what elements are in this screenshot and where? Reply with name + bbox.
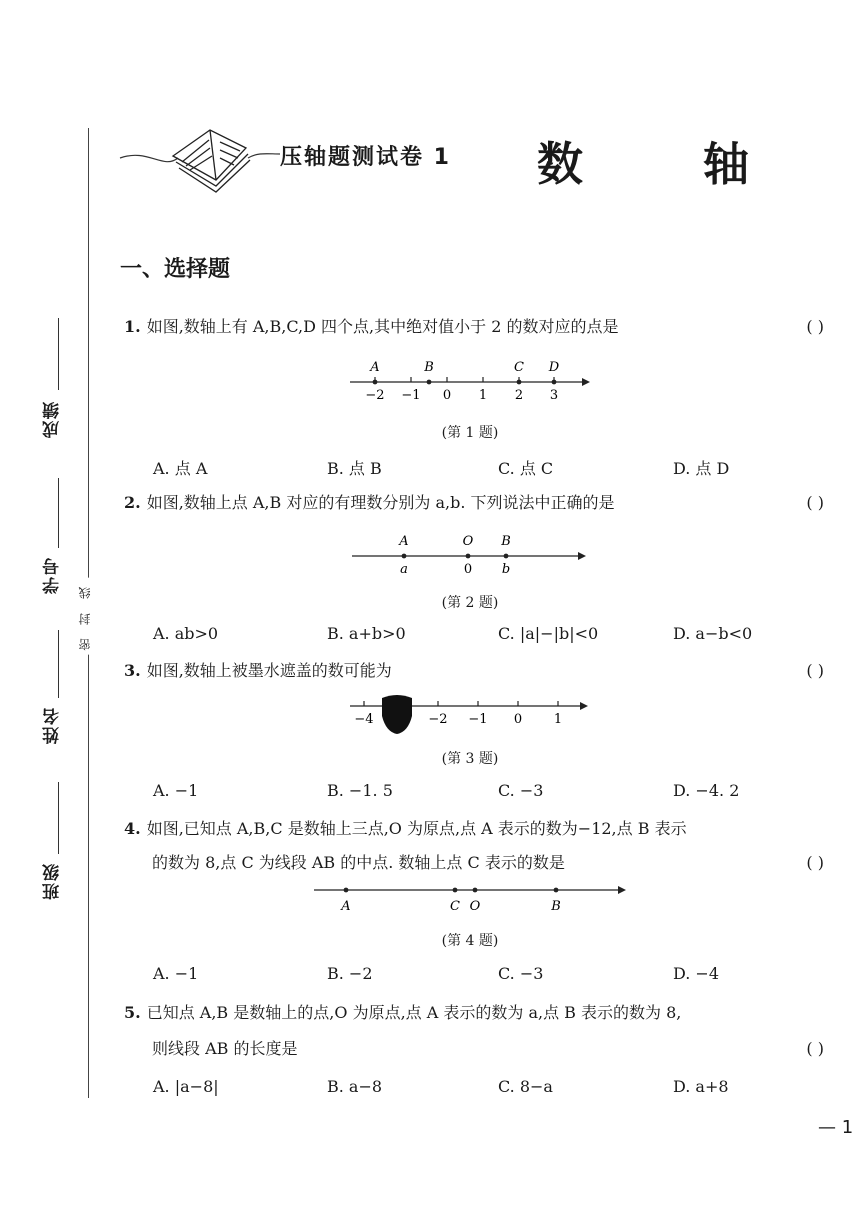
question-number: 5. (124, 1003, 141, 1022)
label-D: D (548, 360, 560, 375)
option-c[interactable]: C. −3 (498, 964, 544, 983)
question-5-line-2 (152, 1032, 824, 1066)
option-b[interactable]: B. −1. 5 (327, 781, 393, 800)
question-number: 3. (124, 661, 141, 680)
point-A (344, 888, 349, 893)
student-no-blank (58, 478, 59, 548)
option-d[interactable]: D. 点 D (673, 459, 730, 478)
point-C (517, 380, 522, 385)
point-O (466, 554, 471, 559)
question-2 (124, 486, 824, 520)
class-blank (58, 782, 59, 854)
option-c[interactable]: C. 点 C (498, 459, 554, 478)
question-text: 已知点 A,B 是数轴上的点,O 为原点,点 A 表示的数为 a,点 B 表示的数为 8, (146, 1003, 682, 1022)
option-a[interactable]: A. 点 A (153, 459, 208, 478)
name-blank (58, 630, 59, 698)
value-a: a (400, 562, 408, 577)
question-5 (124, 996, 824, 1030)
tick-label: −4 (354, 712, 374, 727)
tick-label: 0 (442, 388, 452, 403)
label-A: A (370, 360, 380, 375)
question-1 (124, 310, 824, 344)
answer-blank: ( ) (806, 493, 824, 512)
number-line-figure-3 (348, 694, 593, 738)
option-a[interactable]: A. ab>0 (153, 624, 219, 643)
point-A (402, 554, 407, 559)
figure-caption: (第 3 题) (441, 751, 499, 767)
tick-label: 2 (514, 388, 524, 403)
tick-label: 0 (513, 712, 523, 727)
value-zero: 0 (463, 562, 473, 577)
tick-label: 1 (478, 388, 488, 403)
option-b[interactable]: B. a−8 (327, 1077, 383, 1096)
label-O: O (462, 534, 474, 549)
question-number: 4. (124, 819, 141, 838)
point-B (504, 554, 509, 559)
option-b[interactable]: B. −2 (327, 964, 373, 983)
number-line-figure-2 (350, 530, 590, 580)
question-text: 如图,数轴上点 A,B 对应的有理数分别为 a,b. 下列说法中正确的是 (146, 493, 615, 512)
answer-blank: ( ) (806, 1039, 824, 1058)
question-text: 如图,已知点 A,B,C 是数轴上三点,O 为原点,点 A 表示的数为−12,点 B 表示 (146, 819, 687, 838)
question-text: 的数为 8,点 C 为线段 AB 的中点. 数轴上点 C 表示的数是 (152, 853, 565, 872)
tick-label: −1 (401, 388, 421, 403)
option-c[interactable]: C. −3 (498, 781, 544, 800)
point-B (427, 380, 432, 385)
number-line-figure-4 (312, 880, 632, 916)
label-B: B (501, 534, 511, 549)
option-b[interactable]: B. 点 B (327, 459, 382, 478)
label-A: A (399, 534, 409, 549)
number-line-figure-1 (348, 356, 593, 406)
answer-blank: ( ) (806, 853, 824, 872)
ink-blot (382, 695, 412, 734)
question-4-line-2 (152, 846, 824, 880)
seal-line-label: 密 封 线 (76, 578, 93, 655)
answer-blank: ( ) (806, 317, 824, 336)
score-blank (58, 318, 59, 390)
question-text: 如图,数轴上有 A,B,C,D 四个点,其中绝对值小于 2 的数对应的点是 (146, 317, 619, 336)
label-C: C (514, 360, 524, 375)
tick-label: −1 (468, 712, 488, 727)
point-O (473, 888, 478, 893)
test-subtitle: 压轴题测试卷 1 (280, 145, 451, 170)
option-a[interactable]: A. −1 (153, 781, 199, 800)
option-c[interactable]: C. 8−a (498, 1077, 553, 1096)
option-d[interactable]: D. −4 (673, 964, 720, 983)
figure-caption: (第 4 题) (441, 933, 499, 949)
option-d[interactable]: D. a−b<0 (673, 624, 753, 643)
label-B: B (424, 360, 434, 375)
label-C: C (450, 899, 460, 914)
section-title: 一、选择题 (120, 257, 231, 282)
point-C (453, 888, 458, 893)
question-4 (124, 812, 824, 846)
value-b: b (501, 562, 511, 577)
option-d[interactable]: D. −4. 2 (673, 781, 740, 800)
figure-caption: (第 1 题) (441, 425, 499, 441)
figure-caption: (第 2 题) (441, 595, 499, 611)
option-a[interactable]: A. −1 (153, 964, 199, 983)
name-label: 姓名 (43, 706, 63, 744)
page-title: 数 轴 (537, 137, 802, 191)
point-B (554, 888, 559, 893)
tick-label: −2 (365, 388, 385, 403)
option-d[interactable]: D. a+8 (673, 1077, 729, 1096)
option-c[interactable]: C. |a|−|b|<0 (498, 624, 599, 643)
label-B: B (551, 899, 561, 914)
page-number: — 1 (818, 1117, 854, 1138)
question-3 (124, 654, 824, 688)
answer-blank: ( ) (806, 661, 824, 680)
class-label: 班级 (43, 862, 63, 900)
question-number: 1. (124, 317, 141, 336)
point-D (552, 380, 557, 385)
tick-label: −2 (428, 712, 448, 727)
tick-label: 1 (553, 712, 563, 727)
tick-label: 3 (549, 388, 559, 403)
option-b[interactable]: B. a+b>0 (327, 624, 406, 643)
option-a[interactable]: A. |a−8| (153, 1077, 219, 1096)
question-number: 2. (124, 493, 141, 512)
question-text: 则线段 AB 的长度是 (152, 1039, 298, 1058)
point-A (373, 380, 378, 385)
label-O: O (469, 899, 481, 914)
score-label: 成绩 (43, 400, 63, 438)
book-icon (118, 118, 283, 196)
student-no-label: 学号 (43, 556, 63, 594)
label-A: A (341, 899, 351, 914)
question-text: 如图,数轴上被墨水遮盖的数可能为 (146, 661, 392, 680)
